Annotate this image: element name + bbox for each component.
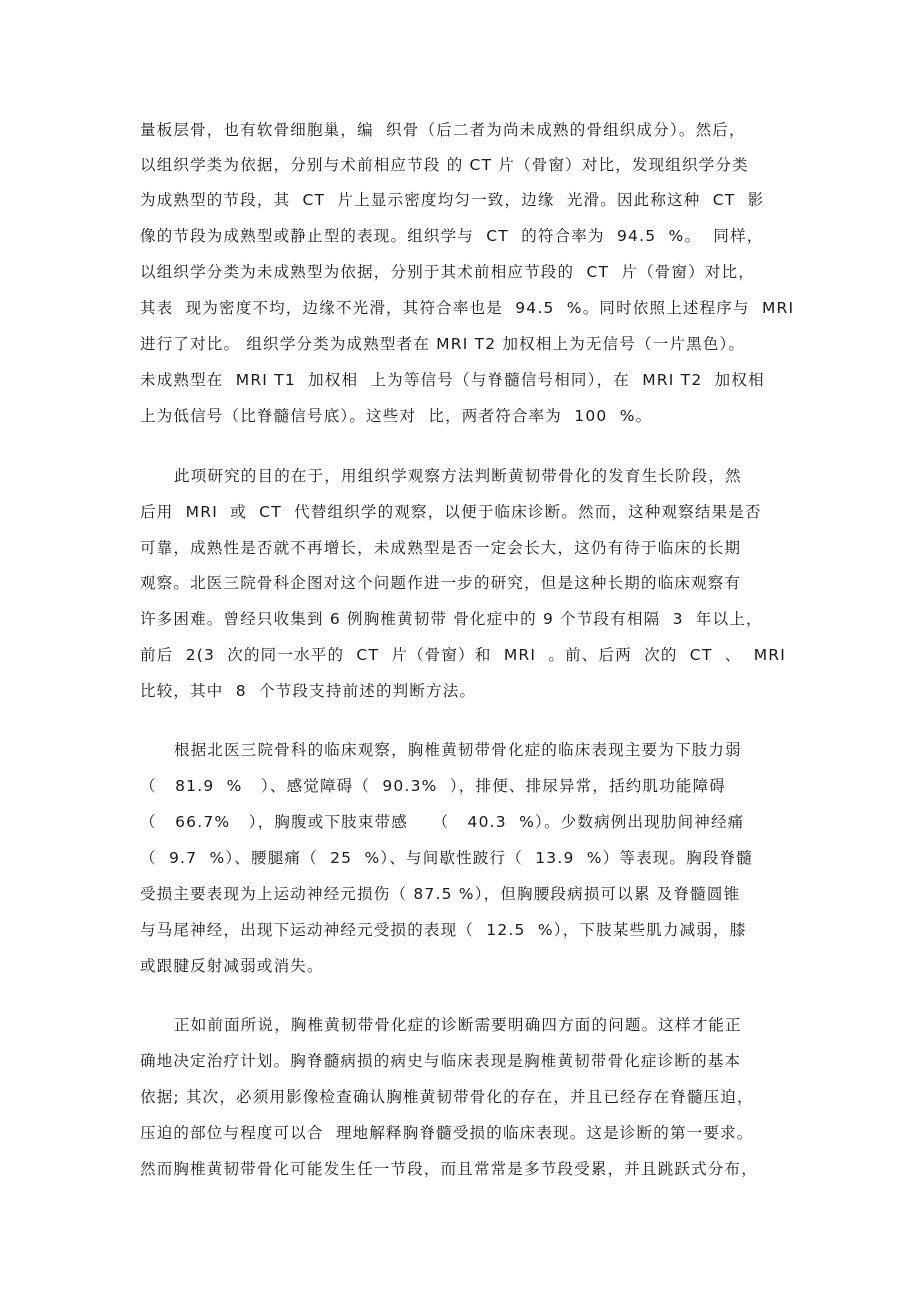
text-line: 许多困难。曾经只收集到 6 例胸椎黄韧带 骨化症中的 9 个节段有相隔 3 年以上， [140,610,763,628]
text-line: （ 9.7 %）、腰腿痛（ 25 %）、与间歇性跛行（ 13.9 %）等表现。胸段脊髓 [140,849,753,867]
text-line: 根据北医三院骨科的临床观察，胸椎黄韧带骨化症的临床表现主要为下肢力弱 [174,741,742,759]
text-line: 以组织学类为依据，分别与术前相应节段 的 CT 片（骨窗）对比，发现组织学分类 [140,156,749,174]
text-line: 前后 2(3 次的同一水平的 CT 片（骨窗）和 MRI 。前、后两 次的 CT 、 MRI [140,646,787,664]
text-line: 或跟腱反射减弱或消失。 [140,957,324,975]
text-line: 比较，其中 8 个节段支持前述的判断方法。 [140,682,477,700]
text-line: 受损主要表现为上运动神经元损伤（ 87.5 %），但胸腰段病损可以累 及脊髓圆锥 [140,885,741,903]
text-line: 像的节段为成熟型或静止型的表现。组织学与 CT 的符合率为 94.5 %。 同样， [140,227,764,245]
text-line: 进行了对比。 组织学分类为成熟型者在 MRI T2 加权相上为无信号（一片黑色）。 [140,335,746,353]
text-line: 确地决定治疗计划。胸脊髓病损的病史与临床表现是胸椎黄韧带骨化症诊断的基本 [140,1052,742,1070]
text-line: 观察。北医三院骨科企图对这个问题作进一步的研究，但是这种长期的临床观察有 [140,574,742,592]
text-line: 后用 MRI 或 CT 代替组织学的观察，以便于临床诊断。然而，这种观察结果是否 [140,503,762,521]
text-line: 依据; 其次，必须用影像检查确认胸椎黄韧带骨化的存在，并且已经存在脊髓压迫， [140,1088,754,1106]
text-line: 以组织学分类为未成熟型为依据，分别于其术前相应节段的 CT 片（骨窗）对比， [140,263,756,281]
text-line: 其表 现为密度不均，边缘不光滑，其符合率也是 94.5 %。同时依照上述程序与 MRI [140,299,795,317]
text-line: 量板层骨，也有软骨细胞巢，编 织骨（后二者为尚未成熟的骨组织成分）。然后， [140,121,746,139]
text-line: （ 66.7% ），胸腹或下肢束带感 （ 40.3 %）。少数病例出现肋间神经痛 [140,813,745,831]
text-line: 正如前面所说，胸椎黄韧带骨化症的诊断需要明确四方面的问题。这样才能正 [174,1016,742,1034]
text-line: 可靠，成熟性是否就不再增长，未成熟型是否一定会长大，这仍有待于临床的长期 [140,539,742,557]
text-line: 此项研究的目的在于，用组织学观察方法判断黄韧带骨化的发育生长阶段，然 [174,467,742,485]
text-line: 然而胸椎黄韧带骨化可能发生任一节段，而且常常是多节段受累，并且跳跃式分布， [140,1160,758,1178]
text-line: 与马尾神经，出现下运动神经元受损的表现（ 12.5 %），下肢某些肌力减弱，膝 [140,921,747,939]
text-line: （ 81.9 % ）、感觉障碍（ 90.3% ），排便、排尿异常，括约肌功能障碍 [140,777,727,795]
text-line: 压迫的部位与程度可以合 理地解释胸脊髓受损的临床表现。这是诊断的第一要求。 [140,1124,754,1142]
text-line: 为成熟型的节段，其 CT 片上显示密度均匀一致，边缘 光滑。因此称这种 CT 影 [140,191,765,209]
text-line: 上为低信号（比脊髓信号底）。这些对 比，两者符合率为 100 %。 [140,407,653,425]
text-line: 未成熟型在 MRI T1 加权相 上为等信号（与脊髓信号相同），在 MRI T2 加权相 [140,371,765,389]
